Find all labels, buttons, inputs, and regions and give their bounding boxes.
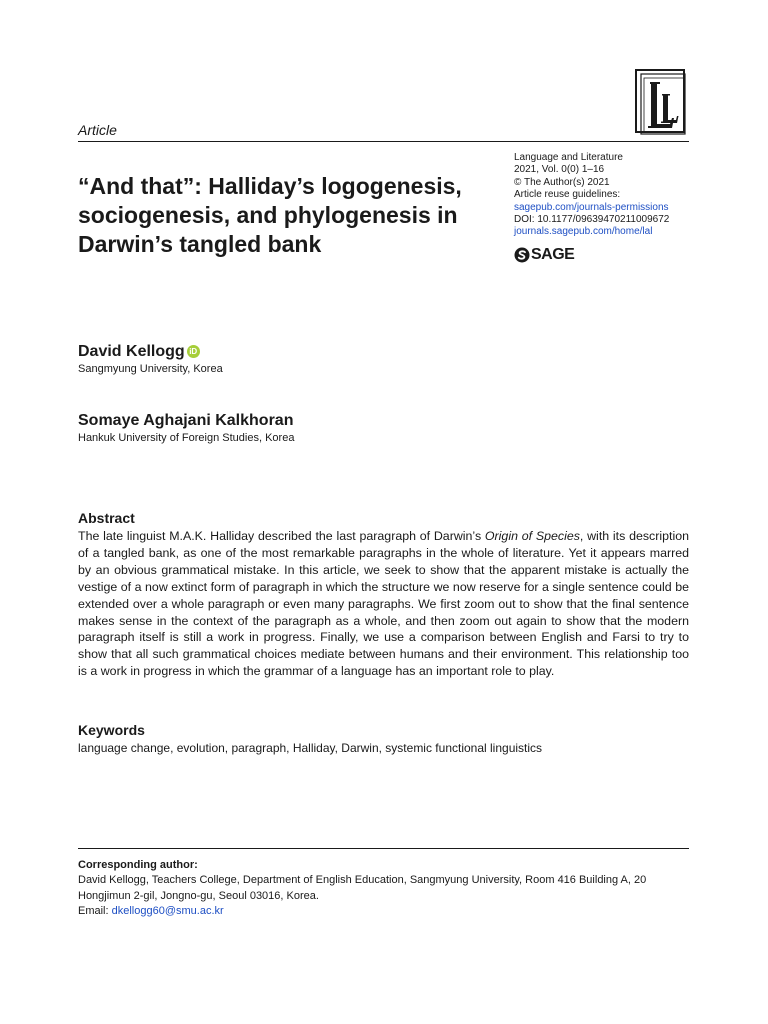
article-title: “And that”: Halliday’s logogenesis, sociogenesis, and phylogenesis in Darwin’s tangled bank <box>78 173 462 257</box>
author-1-name: David Kellogg <box>78 343 185 360</box>
journal-volume: 2021, Vol. 0(0) 1–16 <box>514 164 605 176</box>
abstract-text <box>78 528 689 680</box>
publisher-name: SAGE <box>531 246 575 263</box>
email-link[interactable]: dkellogg60@smu.ac.kr <box>111 904 224 917</box>
journal-logo-icon <box>634 68 688 136</box>
email-label: Email: <box>78 904 112 917</box>
corresponding-author-address: David Kellogg, Teachers College, Department of English Education, Sangmyung University, Room 416 Building A, 20 Hongjimun 2-gil, Jongno-gu, Seoul 03016, Korea. <box>78 874 647 902</box>
journal-name: Language and Literature <box>514 152 623 163</box>
abstract-text-part-2: , with its description of a tangled bank, as one of the most remarkable paragraphs in the whole of literature. Yet it appears marred by an obvious grammatical mistake. In this article, we seek to show that the apparent mistake is actually the vestige of a now extinct form of paragraph in which the structure we now reserve for a single sentence could be extended over a whole paragraph or even many paragraphs. We first zoom out to show that the final sentence makes sense in the context of the paragraph as a whole, and then zoom out again to show that the modern paragraph itself is still a work in progress. Finally, we use a comparison between English and Farsi to try to show that all such grammatical choices mediate between humans and their environment. This relationship too is a work in progress in which the grammar of a language has an important role to play. <box>78 529 689 679</box>
sage-logo-icon <box>514 247 530 263</box>
copyright-notice: © The Author(s) 2021 <box>514 176 610 188</box>
author-2-name: Somaye Aghajani Kalkhoran <box>78 412 294 429</box>
doi: DOI: 10.1177/09639470211009672 <box>514 214 670 226</box>
header-divider <box>78 141 689 142</box>
abstract-heading: Abstract <box>78 510 135 526</box>
author-1-affiliation: Sangmyung University, Korea <box>78 363 223 375</box>
corresponding-author-email-line <box>78 904 689 919</box>
abstract-book-title: Origin of Species <box>484 529 580 543</box>
publisher-logo <box>514 246 574 264</box>
author-1-name-block <box>78 343 200 361</box>
journal-meta <box>514 152 714 239</box>
corresponding-author-heading: Corresponding author: <box>78 859 198 871</box>
article-type-label: Article <box>78 122 117 138</box>
author-2-affiliation: Hankuk University of Foreign Studies, Korea <box>78 432 295 444</box>
keywords-list: language change, evolution, paragraph, Halliday, Darwin, systemic functional linguistics <box>78 741 543 755</box>
journal-home-link[interactable]: journals.sagepub.com/home/lal <box>514 226 653 238</box>
corresponding-author-block <box>78 858 689 919</box>
reuse-guidelines-label: Article reuse guidelines: <box>514 189 621 201</box>
permissions-link[interactable]: sagepub.com/journals-permissions <box>514 201 669 213</box>
orcid-icon[interactable]: iD <box>187 345 200 358</box>
keywords-heading: Keywords <box>78 722 145 738</box>
footer-divider <box>78 848 689 849</box>
abstract-text-part-1: The late linguist M.A.K. Halliday described the last paragraph of Darwin’s <box>78 529 485 543</box>
